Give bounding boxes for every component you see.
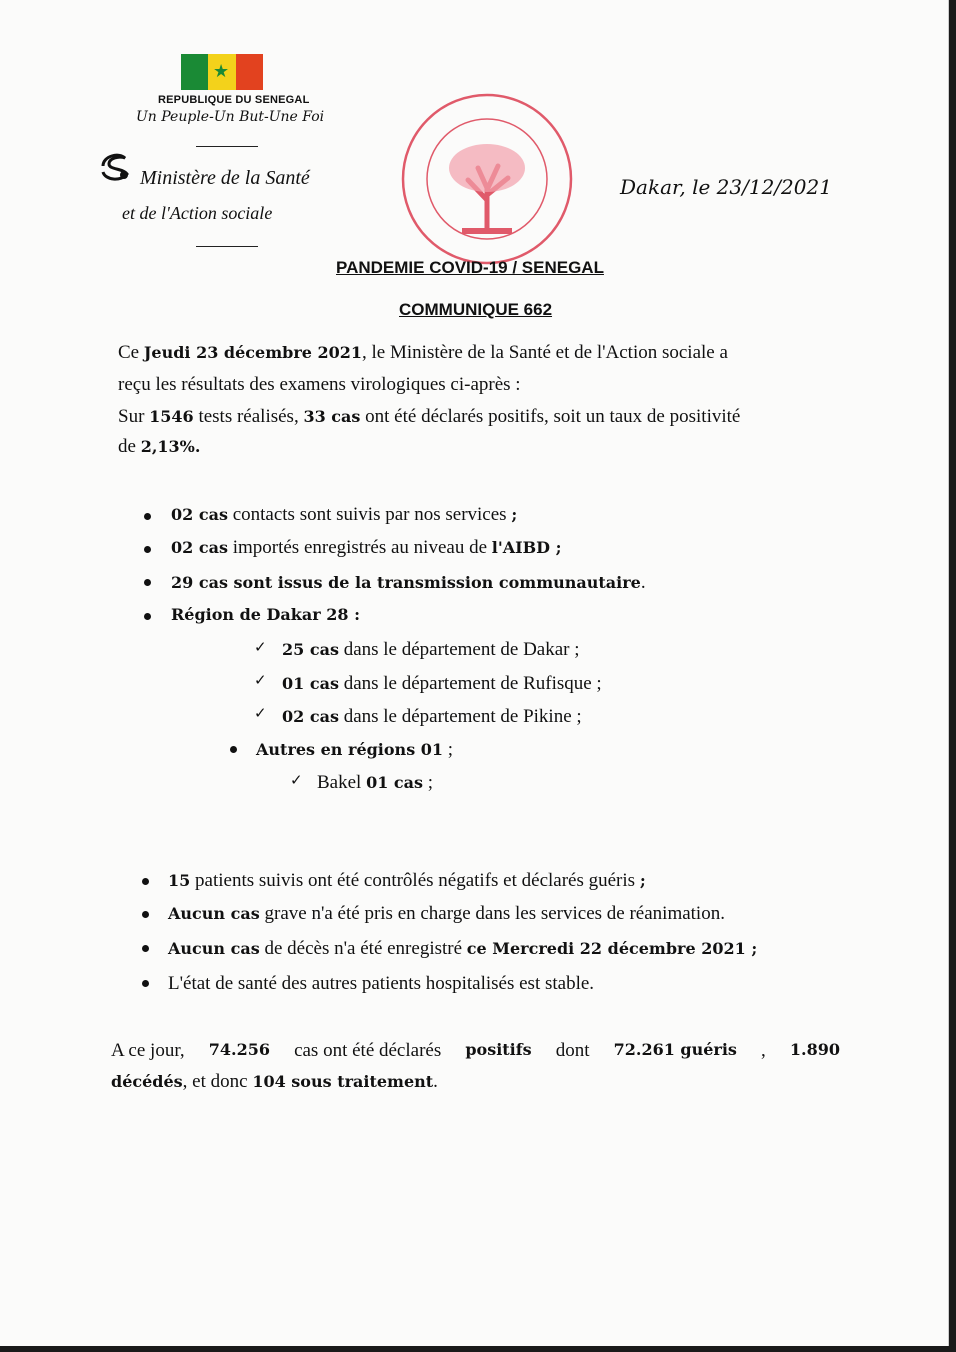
severe-item: Aucun cas grave n'a été pris en charge dans les services de réanimation. [168, 903, 725, 924]
bullet-icon [144, 613, 151, 620]
intro-line-3: Sur 1546 tests réalisés, 33 cas ont été déclarés positifs, soit un taux de positivité [118, 406, 741, 427]
intro-line-4: de 2,13%. [118, 436, 201, 457]
community-item: 29 cas sont issus de la transmission communautaire. [171, 572, 646, 593]
cured-item: 15 patients suivis ont été contrôlés négatifs et déclarés guéris ; [168, 870, 646, 891]
bullet-icon [144, 513, 151, 520]
official-stamp [398, 90, 576, 268]
department-dakar-item: 25 cas dans le département de Dakar ; [282, 639, 580, 660]
bullet-icon [142, 945, 149, 952]
summary-line-1: A ce jour, 74.256 cas ont été déclarés positifs dont 72.261 guéris , 1.890 [111, 1040, 840, 1061]
republic-label: REPUBLIQUE DU SENEGAL [158, 94, 310, 106]
document-title: PANDEMIE COVID-19 / SENEGAL [336, 258, 604, 277]
department-pikine-item: 02 cas dans le département de Pikine ; [282, 706, 582, 727]
stable-item: L'état de santé des autres patients hospitalisés est stable. [168, 973, 595, 994]
bakel-item: Bakel 01 cas ; [317, 772, 434, 793]
divider [196, 146, 258, 147]
checkmark-icon: ✓ [254, 671, 267, 689]
ministry-name-line2: et de l'Action sociale [122, 203, 273, 223]
department-rufisque-item: 01 cas dans le département de Rufisque ; [282, 673, 602, 694]
ministry-logo-icon [97, 150, 133, 184]
checkmark-icon: ✓ [254, 704, 267, 722]
bullet-icon [142, 911, 149, 918]
national-motto: Un Peuple-Un But-Une Foi [136, 109, 325, 125]
bullet-icon [142, 878, 149, 885]
checkmark-icon: ✓ [290, 771, 303, 789]
dakar-region-item: Région de Dakar 28 : [171, 605, 360, 624]
summary-line-2: décédés, et donc 104 sous traitement. [111, 1071, 438, 1092]
ministry-name-line1: Ministère de la Santé [140, 167, 310, 189]
intro-line-2: reçu les résultats des examens virologiques ci-après : [118, 374, 521, 395]
bullet-icon [144, 546, 151, 553]
checkmark-icon: ✓ [254, 638, 267, 656]
bullet-icon [142, 980, 149, 987]
communique-number: COMMUNIQUE 662 [399, 300, 553, 319]
star-icon: ★ [213, 61, 230, 82]
other-regions-item: Autres en régions 01 ; [256, 739, 454, 760]
bullet-icon [230, 746, 237, 753]
imported-item: 02 cas importés enregistrés au niveau de l'AIBD ; [171, 537, 562, 558]
document-date: Dakar, le 23/12/2021 [620, 175, 832, 199]
contacts-item: 02 cas contacts sont suivis par nos services ; [171, 504, 518, 525]
senegal-flag [181, 54, 263, 90]
divider [196, 246, 258, 247]
death-item: Aucun cas de décès n'a été enregistré ce Mercredi 22 décembre 2021 ; [168, 938, 758, 959]
intro-line-1: Ce Jeudi 23 décembre 2021, le Ministère de la Santé et de l'Action sociale a [118, 342, 728, 363]
bullet-icon [144, 579, 151, 586]
